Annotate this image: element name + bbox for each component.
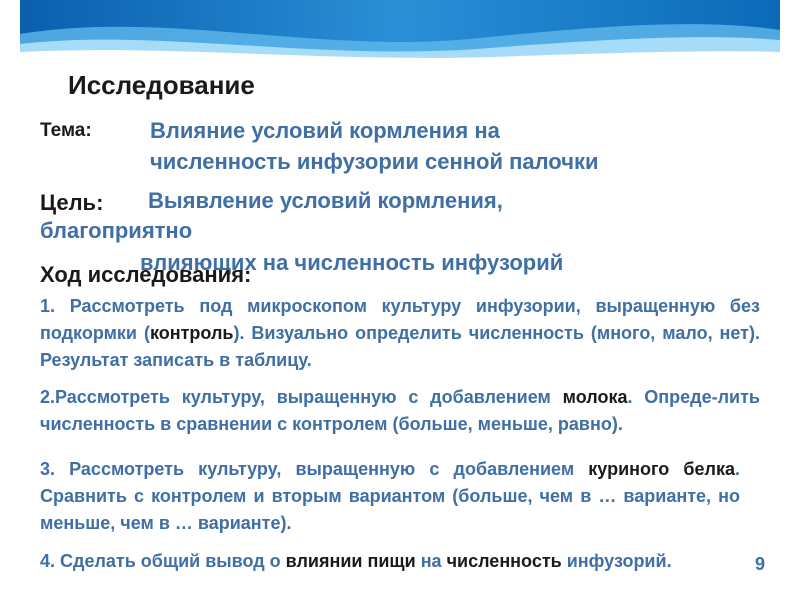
step-2-highlight: молока <box>562 387 628 407</box>
step-4-text-e: инфузорий. <box>561 551 672 571</box>
goal-label: Цель: <box>40 190 104 215</box>
step-4 <box>40 548 775 575</box>
procedure-heading: Ход исследования: <box>40 262 252 287</box>
step-4-text-c: на <box>415 551 447 571</box>
topic-label: Тема: <box>40 120 92 141</box>
topic-line-2: численность инфузории сенной палочки <box>150 149 599 174</box>
goal-line-3: влияющих на численность инфузорий <box>140 250 564 275</box>
goal-line-1: Выявление условий кормления, <box>148 188 503 213</box>
step-2-text-a: 2.Рассмотреть культуру, выращенную с добавлением <box>40 387 563 407</box>
step-3-text-c: . Сравнить с контролем и вторым вариантом (больше, чем в … варианте, но меньше, чем в … варианте). <box>40 459 740 533</box>
step-1 <box>40 293 760 374</box>
step-3-text-a: 3. Рассмотреть культуру, выращенную с добавлением <box>40 459 589 479</box>
page-title: Исследование <box>68 70 255 100</box>
step-3 <box>40 456 740 537</box>
step-4-highlight-2: численность <box>446 551 562 571</box>
wave-decoration <box>20 0 780 60</box>
step-4-highlight-1: влиянии пищи <box>285 551 416 571</box>
goal-line-2: благоприятно <box>40 218 193 243</box>
step-4-text-a: 4. Сделать общий вывод о <box>40 551 286 571</box>
slide-number: 9 <box>755 554 766 574</box>
step-2-text-c: . Опреде-лить численность в сравнении с контролем (больше, меньше, равно). <box>40 387 760 434</box>
step-3-highlight: куриного белка <box>588 459 735 479</box>
step-1-highlight: контроль <box>149 323 234 343</box>
step-1-text-a: 1. Рассмотреть под микроскопом культуру инфузории, выращенную без подкормки ( <box>40 296 760 343</box>
header-banner <box>20 0 780 60</box>
step-1-text-c: ). Визуально определить численность (много, мало, нет). Результат записать в таблицу. <box>40 323 760 370</box>
topic-line-1: Влияние условий кормления на <box>150 118 500 143</box>
step-2 <box>40 384 760 438</box>
